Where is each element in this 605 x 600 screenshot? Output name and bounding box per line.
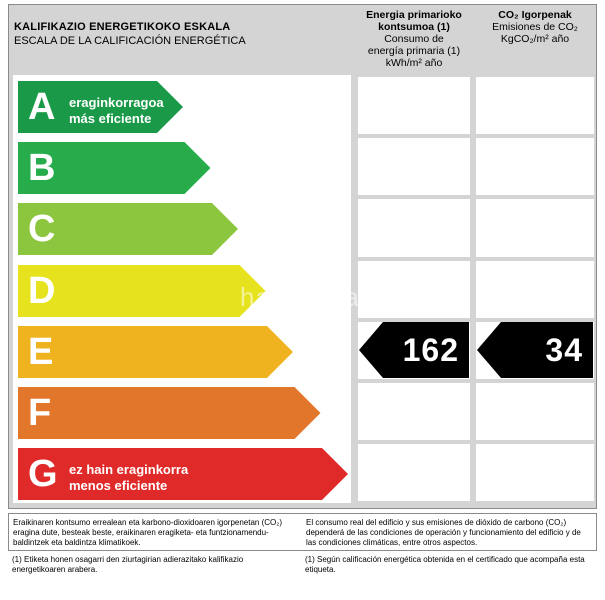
energy-label-frame (8, 4, 597, 509)
band-letter: B (28, 147, 56, 190)
band-label-line2: más eficiente (69, 111, 152, 126)
footnote-spanish: (1) Según calificación energética obtenida en el certificado que acompaña esta etiqueta. (305, 555, 585, 574)
co2-value: 34 (545, 331, 583, 368)
co2-cell-e (476, 322, 594, 379)
scale-subtitle: ESCALA DE LA CALIFICACIÓN ENERGÉTICA (14, 35, 246, 47)
primary-cell-a (358, 77, 470, 134)
co2-cell-g (476, 444, 594, 501)
primary-energy-value: 162 (402, 331, 459, 368)
primary-cell-f (358, 383, 470, 440)
band-label-line1: ez hain eraginkorra (69, 462, 189, 478)
notes-box (8, 513, 597, 551)
co2-cell-a (476, 77, 594, 134)
scale-header (9, 5, 354, 75)
co2-marker (477, 322, 593, 378)
watermark: habitaclia (240, 282, 360, 312)
primary-sub-line2: energía primaria (1) (367, 45, 461, 57)
primary-sub-line1: Consumo de (384, 33, 444, 45)
co2-cell-f (476, 383, 594, 440)
co2-sub: Emisiones de CO₂ (492, 21, 578, 33)
primary-cell-b (358, 138, 470, 195)
band-g (18, 448, 348, 500)
band-label-line2: menos eficiente (69, 478, 168, 494)
band-arrow-shape (18, 387, 321, 439)
band-d (18, 265, 266, 317)
primary-cell-c (358, 199, 470, 256)
band-a (18, 81, 183, 133)
scale-title: KALIFIKAZIO ENERGETIKOKO ESKALA (14, 21, 231, 33)
primary-cell-e (358, 322, 470, 379)
primary-unit: kWh/m² año (385, 57, 443, 69)
band-letter: D (28, 269, 56, 312)
primary-energy-header (358, 5, 470, 75)
band-c (18, 203, 238, 255)
band-letter: E (28, 330, 54, 373)
co2-cell-c (476, 199, 594, 256)
band-letter: A (28, 86, 56, 128)
band-f (18, 387, 321, 439)
band-e (18, 326, 293, 378)
co2-cell-d (476, 261, 594, 318)
primary-cell-g (358, 444, 470, 501)
band-letter: C (28, 208, 56, 251)
primary-energy-marker (359, 322, 469, 378)
band-label-line1: eraginkorragoa (69, 95, 164, 110)
primary-cell-d (358, 261, 470, 318)
co2-unit: KgCO₂/m² año (500, 33, 570, 45)
primary-title-line2: kontsumoa (1) (378, 21, 450, 33)
band-b (18, 142, 211, 194)
footnote-basque: (1) Etiketa honen osagarri den ziurtagirian adierazitako kalifikazio energetikoaren arabera. (12, 555, 244, 574)
band-arrow-shape (18, 326, 293, 378)
note-basque: Eraikinaren kontsumo errealean eta karbono-dioxidoaren igorpenetan (CO₂) eragina dute, besteak beste, eraikinaren eragiketa- eta funtzionamendu-baldintzek eta baldintza klimatikoek. (13, 518, 283, 547)
band-letter: G (28, 453, 58, 496)
co2-header (476, 5, 594, 75)
co2-title: CO₂ Igorpenak (498, 9, 572, 21)
band-letter: F (28, 392, 52, 434)
primary-title-line1: Energia primarioko (366, 9, 462, 21)
co2-cell-b (476, 138, 594, 195)
note-spanish: El consumo real del edificio y sus emisiones de dióxido de carbono (CO₂) dependerá de las condiciones de operación y funcionamiento del edificio y de las condiciones climáticas, entre otros aspectos. (306, 518, 581, 547)
